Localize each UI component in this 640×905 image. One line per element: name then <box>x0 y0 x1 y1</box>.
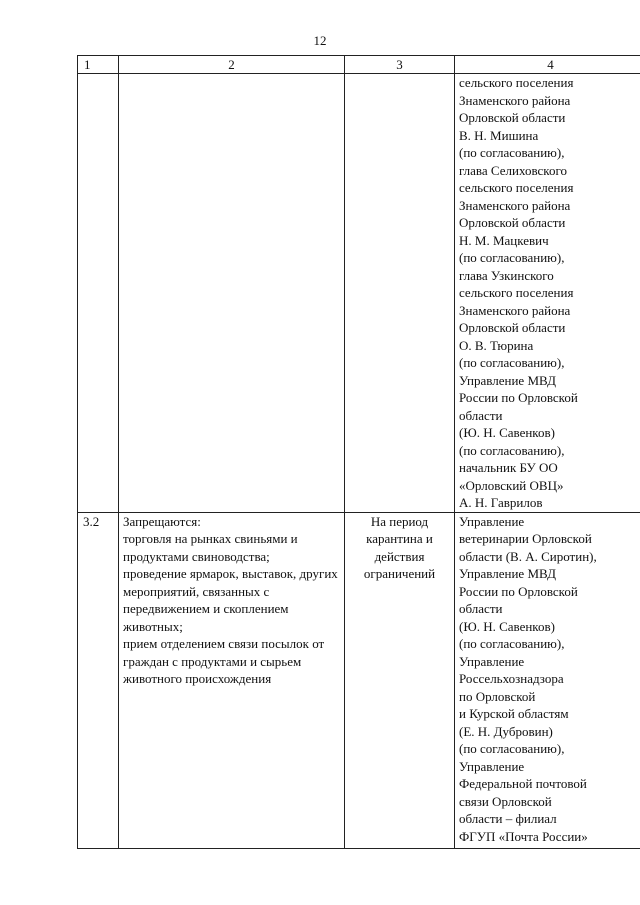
table-header-row <box>78 56 640 74</box>
cell-line: Орловской области <box>459 320 566 335</box>
cell-line: Федеральной почтовой <box>459 776 587 791</box>
cell-line: Н. М. Мацкевич <box>459 232 549 248</box>
cell-line: России по Орловской <box>459 583 578 599</box>
cell-line: О. В. Тюрина <box>459 337 534 353</box>
cell-line: и Курской областям <box>459 706 569 721</box>
cell-line: Управление МВД <box>459 566 557 581</box>
cell-line: глава Селиховского <box>459 162 567 178</box>
cell-line: глава Узкинского <box>459 267 554 283</box>
cell-line: начальник БУ ОО <box>459 460 558 475</box>
header-col-3: 3 <box>345 56 455 74</box>
cell-line: На период <box>370 513 429 529</box>
cell-line: Орловской области <box>459 110 566 125</box>
cell-line: области <box>459 407 503 423</box>
cell-line: проведение ярмарок, выставок, других мероприятий, связанных с передвижением и скоплением животных; <box>123 566 338 634</box>
cell-line: ФГУП «Почта России» <box>459 828 588 844</box>
cell-line: (по согласованию), <box>459 355 565 370</box>
measures-table <box>77 55 640 849</box>
cell-line: действия <box>374 548 425 564</box>
page-number: 12 <box>313 33 327 48</box>
cell-line: торговля на рынках свиньями и продуктами свиноводства; <box>123 531 298 564</box>
table-row <box>78 512 640 848</box>
cell-line: Запрещаются: <box>123 513 201 529</box>
cell-line: В. Н. Мишина <box>459 127 539 143</box>
cell-line: (по согласованию), <box>459 636 565 651</box>
cell-line: сельского поселения <box>459 285 574 300</box>
cell-line: области (В. А. Сиротин), <box>459 548 597 564</box>
row1-measures-cell <box>119 74 345 513</box>
cell-line: (по согласованию), <box>459 741 565 756</box>
cell-line: (Ю. Н. Савенков) <box>459 618 555 634</box>
row2-number-cell: 3.2 <box>78 512 119 848</box>
cell-line: области <box>459 601 503 616</box>
cell-line: сельского поселения <box>459 180 574 195</box>
table-row <box>78 74 640 513</box>
cell-line: А. Н. Гаврилов <box>459 495 543 510</box>
cell-line: Знаменского района <box>459 197 571 213</box>
cell-line: прием отделением связи посылок от граждан с продуктами и сырьем животного происхождения <box>123 636 325 686</box>
row2-measures-cell <box>119 512 345 848</box>
cell-line: Управление <box>459 758 525 774</box>
cell-line: Знаменского района <box>459 92 571 108</box>
cell-line: России по Орловской <box>459 390 578 405</box>
cell-line: Управление <box>459 653 525 669</box>
cell-line: ветеринарии Орловской <box>459 531 592 546</box>
row2-period-cell <box>345 512 455 848</box>
header-col-1: 1 <box>78 56 119 74</box>
cell-line: (по согласованию), <box>459 250 565 265</box>
row2-responsible-cell <box>455 512 640 848</box>
cell-line: Россельхознадзора <box>459 671 564 686</box>
header-col-2: 2 <box>119 56 345 74</box>
row1-responsible-cell <box>455 74 640 513</box>
row1-number-cell <box>78 74 119 513</box>
cell-line: «Орловский ОВЦ» <box>459 477 564 493</box>
cell-line: Знаменского района <box>459 302 571 318</box>
cell-line: по Орловской <box>459 688 536 704</box>
cell-line: связи Орловской <box>459 793 552 809</box>
cell-line: ограничений <box>363 566 436 581</box>
cell-line: карантина и <box>366 531 433 546</box>
cell-line: (Е. Н. Дубровин) <box>459 723 553 739</box>
cell-line: Управление <box>459 513 525 529</box>
cell-line: (по согласованию), <box>459 145 565 160</box>
row1-period-cell <box>345 74 455 513</box>
cell-line: Управление МВД <box>459 372 557 388</box>
cell-line: сельского поселения <box>459 75 574 90</box>
cell-line: Орловской области <box>459 215 566 230</box>
header-col-4: 4 <box>455 56 640 74</box>
cell-line: области – филиал <box>459 811 557 826</box>
cell-line: (по согласованию), <box>459 442 565 458</box>
cell-line: (Ю. Н. Савенков) <box>459 425 555 440</box>
